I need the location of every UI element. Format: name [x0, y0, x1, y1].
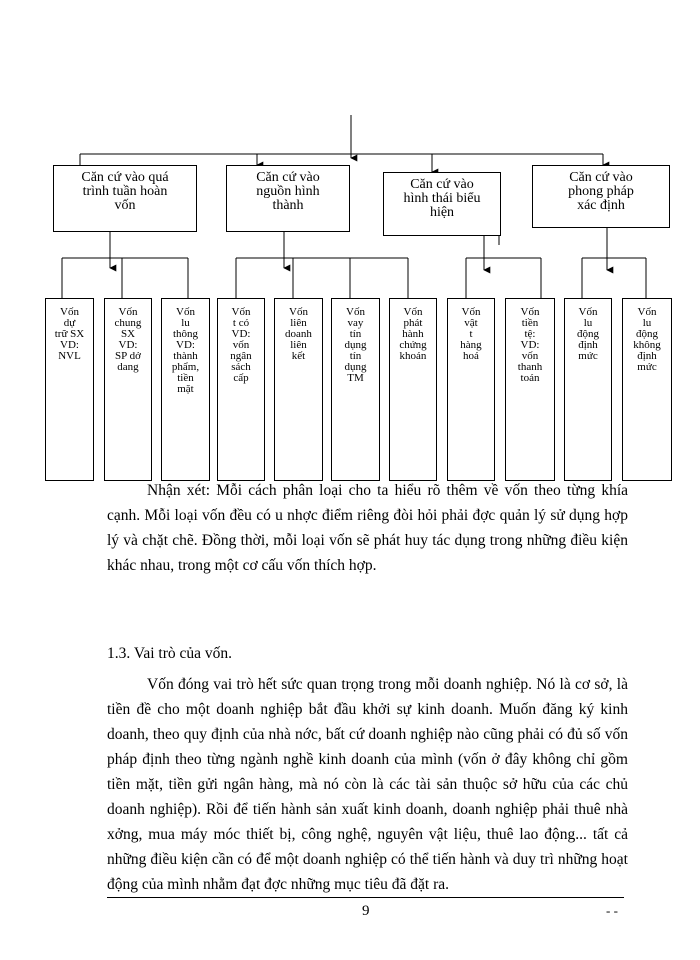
category-box-method: Căn cứ vào phong pháp xác định [532, 165, 670, 228]
leaf-box-own-capital: Vốn t có VD: vốn ngân sách cấp [217, 298, 265, 481]
category-box-circulation: Căn cứ vào quá trình tuần hoàn vốn [53, 165, 197, 232]
section-body-paragraph: Vốn đóng vai trò hết sức quan trọng trong mỗi doanh nghiệp. Nó là cơ sở, là tiền đề cho một doanh nghiệp bắt đầu khởi sự kinh doanh. Muốn đăng ký kinh doanh, theo quy định của nhà nớc, bất cứ doanh nghiệp nào cũng phải có đủ số vốn pháp định theo từng ngành nghề kinh doanh của mình (vốn ở đây không chỉ gồm tiền mặt, tiền gửi ngân hàng, mà nó còn là các tài sản thuộc sở hữu của các chủ doanh nghiệp). Rồi để tiến hành sản xuất kinh doanh, doanh nghiệp phải thuê nhà xởng, mua máy móc thiết bị, công nghệ, nguyên vật liệu, thuê lao động... tất cả những điều kiện cần có để một doanh nghiệp có thể tiến hành và duy trì những hoạt động của mình nhằm đạt đợc những mục tiêu đã đặt ra. [107, 676, 628, 893]
footer-rule [107, 897, 624, 898]
leaf-box-joint-venture-capital: Vốn liên doanh liên kết [274, 298, 323, 481]
footer-mark: - - [606, 903, 618, 918]
leaf-box-material-capital: Vốn vật t hàng hoá [447, 298, 495, 481]
section-body [107, 672, 628, 897]
leaf-box-normed-working-capital: Vốn lu động định mức [564, 298, 612, 481]
leaf-box-unnormed-working-capital: Vốn lu động không định mức [622, 298, 672, 481]
remark-paragraph: Nhận xét: Mỗi cách phân loại cho ta hiểu rõ thêm về vốn theo từng khía cạnh. Mỗi loại vốn đều có u nhợc điểm riêng đòi hỏi phải đợc quản lý sử dụng hợp lý và chặt chẽ. Đồng thời, mỗi loại vốn sẽ phát huy tác dụng trong những điều kiện khác nhau, trong một cơ cấu vốn thích hợp. [107, 482, 628, 574]
category-box-source: Căn cứ vào nguồn hình thành [226, 165, 350, 232]
leaf-box-reserve-capital: Vốn dự trữ SX VD: NVL [45, 298, 94, 481]
leaf-box-circulating-capital: Vốn lu thông VD: thành phẩm, tiền mặt [161, 298, 210, 481]
category-box-form: Căn cứ vào hình thái biểu hiện [383, 172, 501, 236]
page-number: 9 [362, 903, 370, 919]
leaf-box-monetary-capital: Vốn tiền tệ: VD: vốn thanh toán [505, 298, 555, 481]
section-heading: 1.3. Vai trò của vốn. [107, 645, 232, 662]
leaf-box-loan-capital: Vốn vay tín dụng tín dụng TM [331, 298, 380, 481]
leaf-box-production-capital: Vốn chung SX VD: SP dở dang [104, 298, 152, 481]
leaf-box-securities-capital: Vốn phát hành chứng khoán [389, 298, 437, 481]
remark-section [107, 478, 628, 578]
